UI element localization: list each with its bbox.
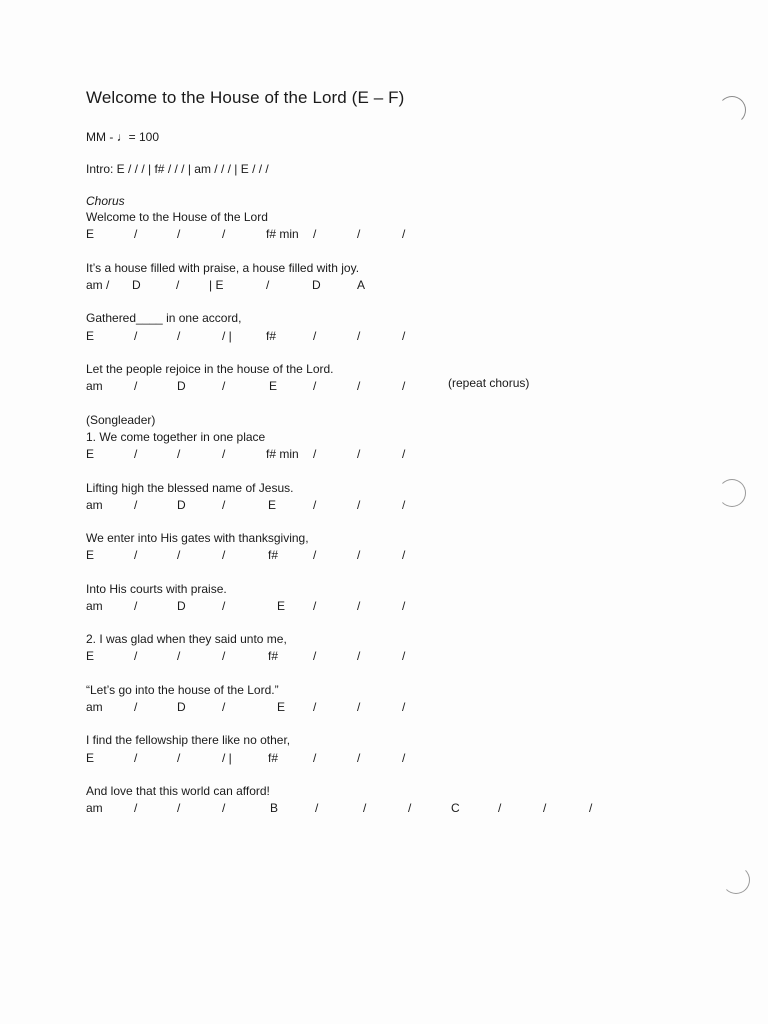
chord: / — [498, 801, 502, 815]
chord: D — [177, 599, 186, 613]
chord: / — [313, 599, 317, 613]
chord: / — [134, 599, 138, 613]
lyric-line: And love that this world can afford! — [86, 784, 270, 798]
chord: / — [357, 649, 361, 663]
chord: / — [222, 548, 226, 562]
chord: / — [357, 700, 361, 714]
chord: / — [357, 599, 361, 613]
chord: / — [357, 227, 361, 241]
chord: / — [402, 498, 406, 512]
chord: / — [134, 329, 138, 343]
song-title: Welcome to the House of the Lord (E – F) — [86, 88, 405, 107]
chord: E — [269, 379, 278, 393]
chord: E — [277, 599, 286, 613]
chord-line — [0, 379, 768, 395]
chord: / — [589, 801, 593, 815]
chord: E — [268, 498, 277, 512]
chord: am — [86, 599, 103, 613]
lyric-line: “Let’s go into the house of the Lord.” — [86, 683, 279, 697]
chord: / — [402, 599, 406, 613]
chord: / — [363, 801, 367, 815]
chord: / — [357, 379, 361, 393]
chord: am — [86, 801, 103, 815]
chord: D — [177, 700, 186, 714]
intro-chords: Intro: E / / / | f# / / / | am / / / | E / / / — [86, 162, 269, 176]
chord: D — [312, 278, 321, 292]
chord-line — [0, 329, 768, 345]
chord: / — [313, 649, 317, 663]
chord: E — [86, 329, 95, 343]
chord: / — [408, 801, 412, 815]
chord: / — [402, 751, 406, 765]
chord: A — [357, 278, 366, 292]
chord: f# — [268, 649, 279, 663]
lyric-line: 2. I was glad when they said unto me, — [86, 632, 287, 646]
chord: / — [222, 700, 226, 714]
punch-hole-mark — [718, 479, 746, 507]
chord-line — [0, 548, 768, 564]
chord: / — [222, 447, 226, 461]
chord: f# min — [266, 447, 299, 461]
lyric-line: We enter into His gates with thanksgiving, — [86, 531, 309, 545]
chord: / — [177, 649, 181, 663]
chord: / — [134, 751, 138, 765]
chord: / — [402, 649, 406, 663]
chord: / — [313, 751, 317, 765]
chord: / — [177, 227, 181, 241]
chord: / | — [222, 329, 232, 343]
lyric-line: Into His courts with praise. — [86, 582, 227, 596]
chord: / — [222, 498, 226, 512]
chord: E — [86, 227, 95, 241]
chord-line — [0, 801, 768, 817]
chord: am — [86, 379, 103, 393]
chord: | E — [209, 278, 224, 292]
chord-line — [0, 447, 768, 463]
chord-line — [0, 649, 768, 665]
chord: / | — [222, 751, 232, 765]
chord: / — [313, 379, 317, 393]
chord: / — [177, 329, 181, 343]
chord: / — [402, 227, 406, 241]
chord: / — [402, 329, 406, 343]
chord: f# min — [266, 227, 299, 241]
lyric-line: Lifting high the blessed name of Jesus. — [86, 481, 294, 495]
chord: D — [132, 278, 141, 292]
chord: E — [86, 751, 95, 765]
chord: / — [313, 700, 317, 714]
chord: / — [357, 447, 361, 461]
chord: B — [270, 801, 279, 815]
chord: / — [134, 227, 138, 241]
chord: E — [86, 447, 95, 461]
chord: / — [357, 751, 361, 765]
chord: / — [134, 447, 138, 461]
chord: / — [357, 548, 361, 562]
chord: / — [222, 379, 226, 393]
chord: / — [313, 548, 317, 562]
chord-line — [0, 751, 768, 767]
chord-line — [0, 227, 768, 243]
chord: f# — [268, 751, 279, 765]
chord-line — [0, 278, 768, 294]
chord: / — [134, 801, 138, 815]
chord: / — [134, 700, 138, 714]
chord: / — [134, 498, 138, 512]
chord: / — [134, 649, 138, 663]
chord-line — [0, 498, 768, 514]
chord: / — [402, 700, 406, 714]
chord: / — [134, 379, 138, 393]
chord: E — [86, 548, 95, 562]
chord: / — [313, 227, 317, 241]
lyric-line: I find the fellowship there like no other, — [86, 733, 291, 747]
chord: C — [451, 801, 460, 815]
chord: / — [543, 801, 547, 815]
punch-hole-mark — [722, 866, 750, 894]
chord: / — [177, 801, 181, 815]
chord: / — [177, 447, 181, 461]
chord: / — [357, 498, 361, 512]
chord: / — [313, 498, 317, 512]
chord: / — [313, 329, 317, 343]
chord: / — [222, 649, 226, 663]
chord: / — [222, 801, 226, 815]
chorus-label: Chorus — [86, 194, 125, 208]
lyric-line: Gathered____ in one accord, — [86, 311, 242, 325]
chord: / — [313, 447, 317, 461]
tempo-marking: MM - ♩= 100 — [86, 130, 160, 144]
punch-hole-mark — [718, 96, 746, 124]
chord: / — [266, 278, 270, 292]
chord: E — [86, 649, 95, 663]
chord: f# — [266, 329, 277, 343]
lyric-line: Welcome to the House of the Lord — [86, 210, 268, 224]
chord: / — [177, 751, 181, 765]
chord: am — [86, 700, 103, 714]
chord: D — [177, 498, 186, 512]
chord: am / — [86, 278, 110, 292]
lyric-line: 1. We come together in one place — [86, 430, 266, 444]
chord: E — [277, 700, 286, 714]
chord: / — [315, 801, 319, 815]
repeat-chorus-note: (repeat chorus) — [448, 376, 530, 390]
chord: am — [86, 498, 103, 512]
chord: / — [134, 548, 138, 562]
chord: / — [222, 599, 226, 613]
chord: / — [177, 548, 181, 562]
chord: / — [357, 329, 361, 343]
chord: / — [176, 278, 180, 292]
lyric-line: It’s a house filled with praise, a house filled with joy. — [86, 261, 360, 275]
chord: / — [402, 379, 406, 393]
chord: / — [402, 548, 406, 562]
chord-line — [0, 700, 768, 716]
lyric-line: Let the people rejoice in the house of the Lord. — [86, 362, 334, 376]
songleader-label: (Songleader) — [86, 413, 156, 427]
chord: f# — [268, 548, 279, 562]
chord: / — [402, 447, 406, 461]
chord: / — [222, 227, 226, 241]
chord-line — [0, 599, 768, 615]
chord: D — [177, 379, 186, 393]
